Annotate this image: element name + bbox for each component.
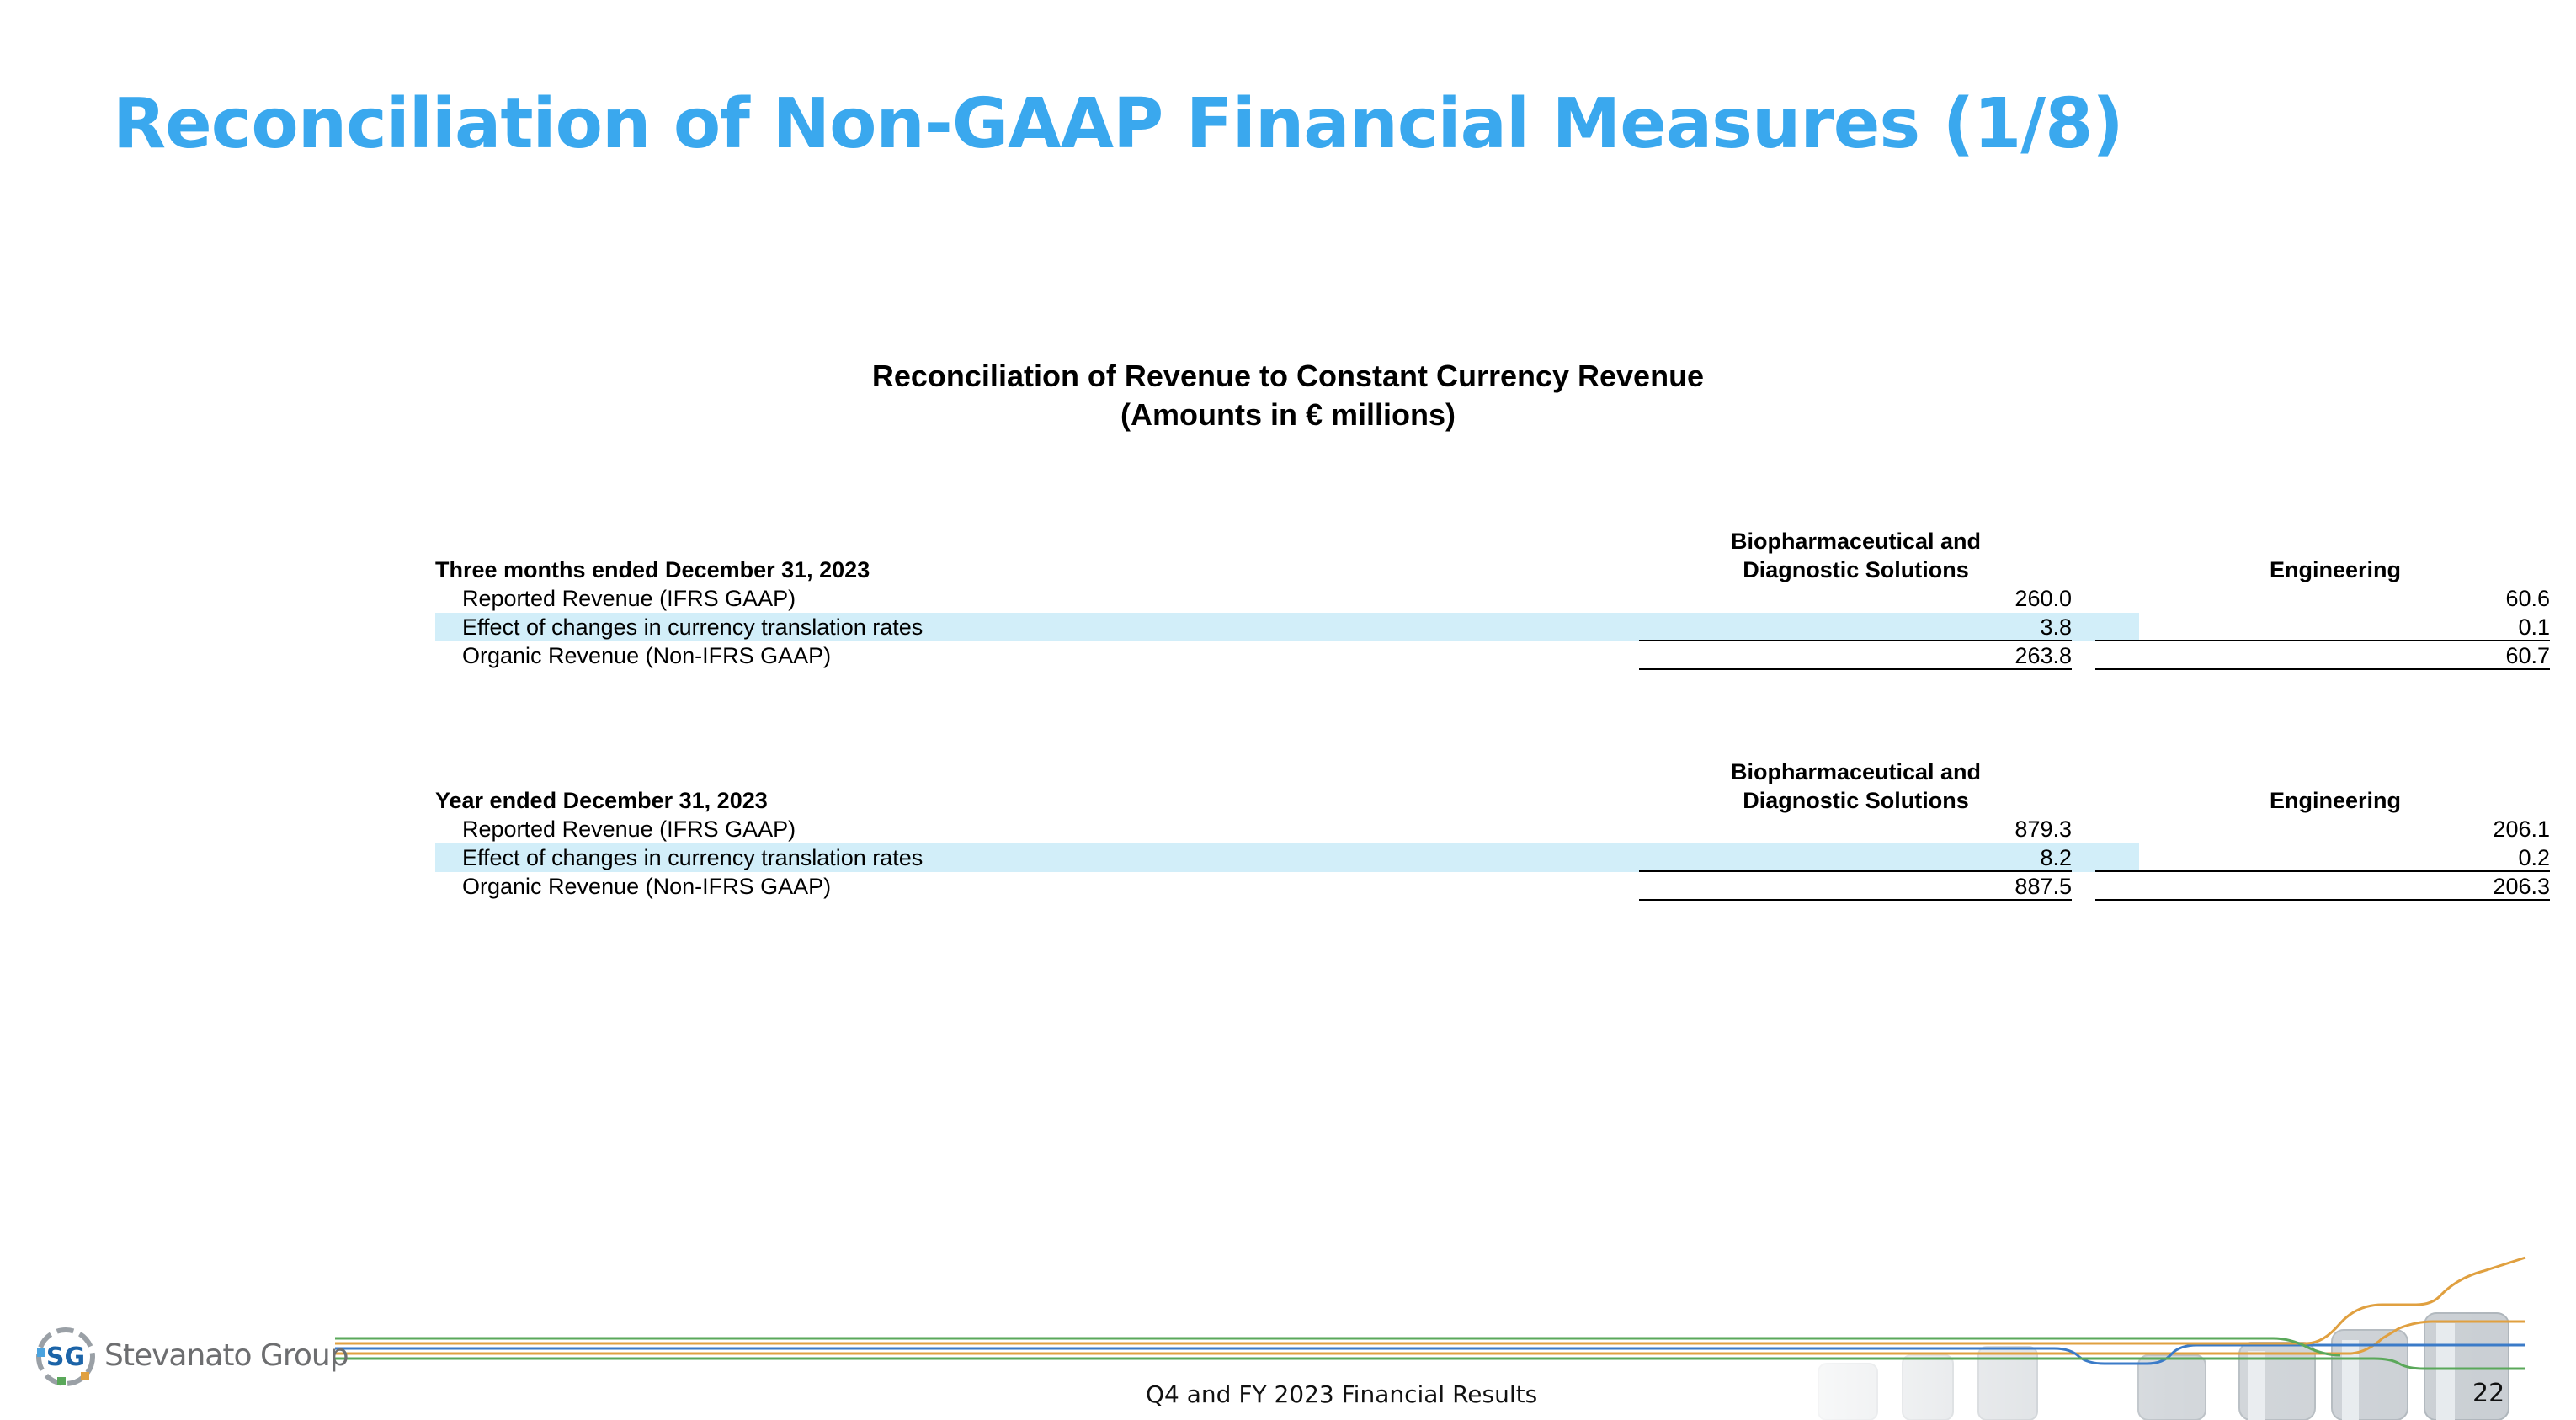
engineering-value: 60.6 — [2505, 586, 2550, 611]
logo-mark: SG — [45, 1343, 86, 1372]
table-row — [435, 872, 2550, 901]
bio-value: 260.0 — [2014, 586, 2072, 611]
row-label: Reported Revenue (IFRS GAAP) — [462, 586, 796, 611]
period-label: Year ended December 31, 2023 — [435, 788, 768, 813]
table-title — [0, 357, 2576, 434]
column-header-engineering: Engineering — [2269, 557, 2401, 582]
table-title-main: Reconciliation of Revenue to Constant Currency Revenue — [871, 359, 1705, 393]
engineering-value: 60.7 — [2095, 641, 2550, 670]
stevanato-logo-icon — [32, 1323, 99, 1391]
column-header-bio-line1: Biopharmaceutical and — [1730, 759, 1982, 784]
page-title: Reconciliation of Non-GAAP Financial Measures (1/8) — [113, 84, 2123, 164]
bio-value: 3.8 — [1639, 613, 2072, 641]
period-label: Three months ended December 31, 2023 — [435, 557, 870, 582]
table-title-units: (Amounts in € millions) — [1120, 397, 1456, 432]
footer-report-title: Q4 and FY 2023 Financial Results — [1146, 1380, 1538, 1408]
column-header-bio — [1618, 527, 2094, 584]
bio-value: 879.3 — [2014, 816, 2072, 842]
row-label: Organic Revenue (Non-IFRS GAAP) — [462, 874, 832, 899]
section-three-months — [435, 525, 2550, 670]
section-header — [435, 756, 2401, 815]
column-header-engineering: Engineering — [2269, 788, 2401, 813]
section-header — [435, 525, 2401, 584]
row-label: Effect of changes in currency translation rates — [462, 614, 923, 640]
engineering-value: 206.1 — [2493, 816, 2550, 842]
bio-value: 8.2 — [1639, 843, 2072, 872]
footer-lines — [0, 1246, 2525, 1380]
column-header-bio-line2: Diagnostic Solutions — [1743, 788, 1969, 813]
engineering-value: 206.3 — [2095, 872, 2550, 901]
column-header-bio — [1618, 758, 2094, 815]
engineering-value: 0.2 — [2095, 843, 2550, 872]
table-row — [435, 613, 2550, 641]
table-row — [435, 815, 2550, 843]
column-header-bio-line2: Diagnostic Solutions — [1743, 557, 1969, 582]
page-number: 22 — [2472, 1379, 2505, 1408]
engineering-value: 0.1 — [2095, 613, 2550, 641]
table-row — [435, 641, 2550, 670]
row-label: Organic Revenue (Non-IFRS GAAP) — [462, 643, 832, 668]
bio-value: 263.8 — [1639, 641, 2072, 670]
bio-value: 887.5 — [1639, 872, 2072, 901]
column-header-bio-line1: Biopharmaceutical and — [1730, 529, 1982, 554]
table-row — [435, 843, 2550, 872]
section-year — [435, 756, 2550, 901]
row-label: Reported Revenue (IFRS GAAP) — [462, 816, 796, 842]
logo-text: Stevanato Group — [104, 1338, 349, 1373]
row-label: Effect of changes in currency translation rates — [462, 845, 923, 870]
table-row — [435, 584, 2550, 613]
